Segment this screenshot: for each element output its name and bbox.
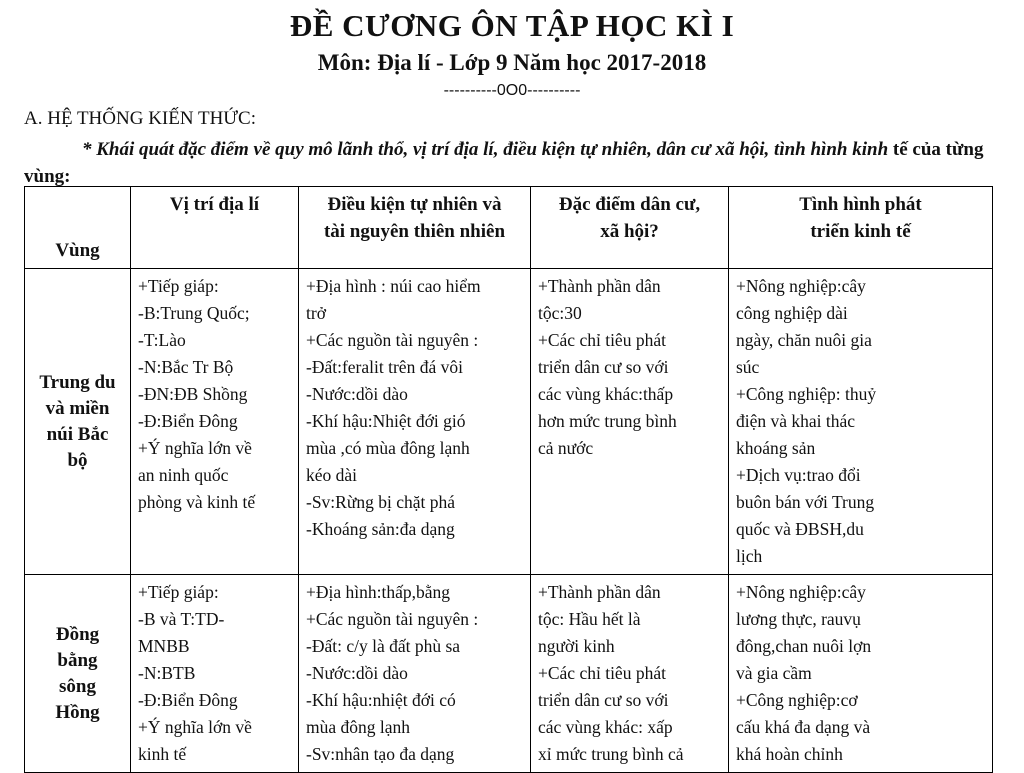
dieukien-line: -Khí hậu:nhiệt đới có [306,690,456,710]
dieukien-cell [299,575,531,773]
dancu-line: triển dân cư so với [538,357,669,377]
dieukien-line: +Các nguồn tài nguyên : [306,330,479,350]
dancu-line: xỉ mức trung bình cả [538,744,684,764]
regions-table [24,186,993,773]
dancu-line: +Thành phần dân [538,276,661,296]
vitri-line: phòng và kinh tế [138,492,256,512]
dieukien-line: -Sv:Rừng bị chặt phá [306,492,455,512]
dancu-line: hơn mức trung bình [538,411,677,431]
header-dancu-line: Đặc điểm dân cư, [558,194,701,215]
dieukien-line: trở [306,303,326,323]
dieukien-line: -Khí hậu:Nhiệt đới gió [306,411,466,431]
region-name-line: bộ [67,449,88,471]
vitri-line: -B:Trung Quốc; [138,303,250,323]
dieukien-line: -Đất:feralit trên đá vôi [306,357,463,377]
header-vung: Vùng [25,187,131,269]
region-name-line: Trung du [39,371,116,393]
region-name-line: và miền [45,397,110,419]
kinhte-line: cấu khá đa dạng và [736,717,871,737]
vitri-line: -T:Lào [138,330,186,350]
kinhte-line: điện và khai thác [736,411,856,431]
dancu-line: +Các chỉ tiêu phát [538,663,666,683]
intro-italic: * Khái quát đặc điểm về quy mô lãnh thổ, vị trí địa lí, điều kiện tự nhiên, dân cư xã hội, tình hình kinh [82,139,889,160]
dieukien-cell [299,269,531,575]
kinhte-line: súc [736,357,760,377]
region-name-cell [25,575,131,773]
document-subtitle: Môn: Địa lí - Lớp 9 Năm học 2017-2018 [317,50,707,75]
kinhte-cell [729,575,993,773]
dieukien-line: -Đất: c/y là đất phù sa [306,636,461,656]
kinhte-line: +Nông nghiệp:cây [736,582,866,602]
kinhte-line: lịch [736,546,763,566]
dancu-line: triển dân cư so với [538,690,669,710]
header-dieukien-line: tài nguyên thiên nhiên [323,221,506,242]
kinhte-line: khoáng sản [736,438,816,458]
vitri-line: +Tiếp giáp: [138,276,219,296]
document-title: ĐỀ CƯƠNG ÔN TẬP HỌC KÌ I [289,8,735,43]
kinhte-line: buôn bán với Trung [736,492,875,512]
dancu-line: người kinh [538,636,615,656]
vitri-line: -N:BTB [138,663,196,683]
kinhte-line: công nghiệp dài [736,303,848,323]
dancu-line: cả nước [538,438,594,458]
dieukien-line: kéo dài [306,465,358,485]
vitri-line: an ninh quốc [138,465,229,485]
dancu-line: +Các chỉ tiêu phát [538,330,666,350]
vitri-line: +Ý nghĩa lớn về [138,438,252,458]
dieukien-line: mùa đông lạnh [306,717,411,737]
intro-rest: tế của từng vùng: [24,139,984,187]
table-row [25,269,993,575]
region-name-line: bằng [57,649,98,671]
dancu-line: tộc:30 [538,303,582,323]
dieukien-line: -Nước:dồi dào [306,663,408,683]
kinhte-line: +Dịch vụ:trao đổi [736,465,861,485]
vitri-cell [131,575,299,773]
header-dieukien [299,187,531,269]
vitri-line: -B và T:TD- [138,609,225,629]
kinhte-cell [729,269,993,575]
header-dancu-line: xã hội? [600,221,659,242]
header-vitri: Vị trí địa lí [131,187,299,269]
title-divider: ----------0O0---------- [443,82,581,99]
dancu-line: các vùng khác:thấp [538,384,674,404]
vitri-line: kinh tế [138,744,187,764]
dieukien-line: -Nước:dồi dào [306,384,408,404]
vitri-line: +Tiếp giáp: [138,582,219,602]
vitri-line: -ĐN:ĐB Shồng [138,384,248,404]
kinhte-line: +Công nghiệp: thuỷ [736,384,877,404]
vitri-line: -Đ:Biển Đông [138,411,238,431]
section-intro [24,136,1014,190]
kinhte-line: đông,chan nuôi lợn [736,636,872,656]
header-dancu [531,187,729,269]
header-dieukien-line: Điều kiện tự nhiên và [327,194,502,215]
kinhte-line: ngày, chăn nuôi gia [736,330,872,350]
region-name-line: núi Bắc [46,423,109,445]
dieukien-line: mùa ,có mùa đông lạnh [306,438,470,458]
dieukien-line: +Các nguồn tài nguyên : [306,609,479,629]
header-kinhte-line: triển kinh tế [810,221,911,242]
section-heading: A. HỆ THỐNG KIẾN THỨC: [24,108,256,129]
kinhte-line: +Nông nghiệp:cây [736,276,866,296]
vitri-line: MNBB [138,636,190,656]
kinhte-line: và gia cầm [736,663,812,683]
region-name-line: sông [59,675,96,697]
kinhte-line: quốc và ĐBSH,du [736,519,864,539]
dieukien-line: +Địa hình : núi cao hiểm [306,276,481,296]
region-name-line: Đồng [55,623,100,645]
dancu-cell [531,575,729,773]
vitri-cell [131,269,299,575]
header-kinhte [729,187,993,269]
header-kinhte-line: Tình hình phát [799,194,922,215]
table-row [25,575,993,773]
region-name-line: Hồng [55,701,100,723]
dancu-line: các vùng khác: xấp [538,717,673,737]
dancu-cell [531,269,729,575]
vitri-line: -N:Bắc Tr Bộ [138,357,234,377]
region-name-cell [25,269,131,575]
dancu-line: tộc: Hầu hết là [538,609,641,629]
vitri-line: -Đ:Biển Đông [138,690,238,710]
kinhte-line: lương thực, rauvụ [736,609,861,629]
vitri-line: +Ý nghĩa lớn về [138,717,252,737]
kinhte-line: +Công nghiệp:cơ [736,690,858,710]
dieukien-line: -Khoáng sản:đa dạng [306,519,455,539]
dancu-line: +Thành phần dân [538,582,661,602]
dieukien-line: +Địa hình:thấp,bằng [306,582,451,602]
dieukien-line: -Sv:nhân tạo đa dạng [306,744,455,764]
kinhte-line: khá hoàn chỉnh [736,744,843,764]
